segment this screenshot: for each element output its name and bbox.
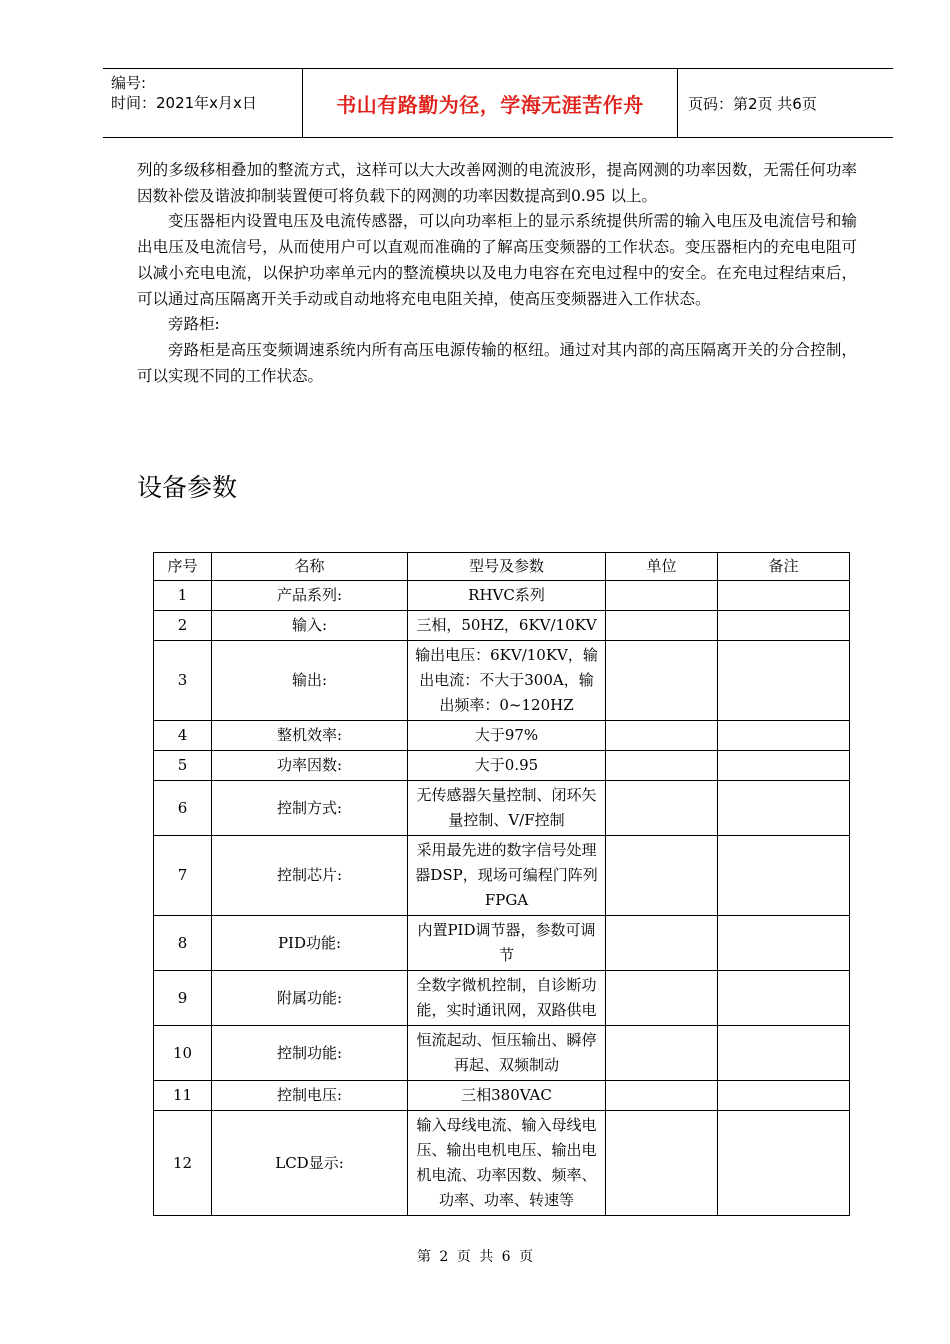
cell-note	[718, 581, 850, 611]
header-page-number: 页码：第2页 共6页	[688, 94, 817, 113]
cell-no: 7	[154, 836, 212, 916]
cell-spec: 采用最先进的数字信号处理器DSP，现场可编程门阵列FPGA	[408, 836, 606, 916]
column-header-spec: 型号及参数	[408, 553, 606, 581]
cell-name: 产品系列:	[212, 581, 408, 611]
cell-note	[718, 641, 850, 721]
cell-unit	[606, 641, 718, 721]
column-header-no: 序号	[154, 553, 212, 581]
cell-unit	[606, 836, 718, 916]
cell-unit	[606, 971, 718, 1026]
cell-note	[718, 1026, 850, 1081]
cell-name: 输出:	[212, 641, 408, 721]
table-row	[154, 641, 850, 721]
cell-spec: RHVC系列	[408, 581, 606, 611]
cell-name: 控制方式:	[212, 781, 408, 836]
cell-spec: 输入母线电流、输入母线电压、输出电机电压、输出电机电流、功率因数、频率、功率、功率、转速等	[408, 1111, 606, 1216]
cell-no: 5	[154, 751, 212, 781]
cell-name: 控制功能:	[212, 1026, 408, 1081]
cell-name: 控制电压:	[212, 1081, 408, 1111]
cell-note	[718, 971, 850, 1026]
cell-unit	[606, 721, 718, 751]
table-row	[154, 751, 850, 781]
cell-name: LCD显示:	[212, 1111, 408, 1216]
table-row	[154, 721, 850, 751]
cell-spec: 大于97%	[408, 721, 606, 751]
cell-name: 整机效率:	[212, 721, 408, 751]
cell-no: 1	[154, 581, 212, 611]
cell-no: 10	[154, 1026, 212, 1081]
paragraph: 变压器柜内设置电压及电流传感器，可以向功率柜上的显示系统提供所需的输入电压及电流信号和输出电压及电流信号，从而使用户可以直观而准确的了解高压变频器的工作状态。变压器柜内的充电电阻可以减小充电电流，以保护功率单元内的整流模块以及电力电容在充电过程中的安全。在充电过程结束后，可以通过高压隔离开关手动或自动地将充电电阻关掉，使高压变频器进入工作状态。	[137, 212, 857, 308]
cell-note	[718, 611, 850, 641]
cell-note	[718, 781, 850, 836]
cell-no: 12	[154, 1111, 212, 1216]
cell-no: 3	[154, 641, 212, 721]
paragraph: 旁路柜:	[168, 315, 220, 334]
cell-note	[718, 916, 850, 971]
table-header-row	[154, 553, 850, 581]
cell-unit	[606, 1081, 718, 1111]
cell-unit	[606, 916, 718, 971]
cell-unit	[606, 1111, 718, 1216]
table-row	[154, 581, 850, 611]
table-row	[154, 971, 850, 1026]
cell-note	[718, 836, 850, 916]
cell-spec: 三相380VAC	[408, 1081, 606, 1111]
cell-no: 6	[154, 781, 212, 836]
table-row	[154, 916, 850, 971]
page-header	[103, 68, 893, 138]
cell-no: 11	[154, 1081, 212, 1111]
cell-spec: 输出电压：6KV/10KV，输出电流：不大于300A，输出频率：0~120HZ	[408, 641, 606, 721]
section-title: 设备参数	[137, 473, 238, 502]
cell-name: 控制芯片:	[212, 836, 408, 916]
cell-note	[718, 1081, 850, 1111]
cell-note	[718, 1111, 850, 1216]
cell-no: 4	[154, 721, 212, 751]
equipment-parameters-table	[153, 552, 850, 1216]
cell-name: 附属功能:	[212, 971, 408, 1026]
column-header-note: 备注	[718, 553, 850, 581]
cell-unit	[606, 611, 718, 641]
cell-name: 功率因数:	[212, 751, 408, 781]
table-row	[154, 1026, 850, 1081]
cell-name: PID功能:	[212, 916, 408, 971]
column-header-name: 名称	[212, 553, 408, 581]
header-motto: 书山有路勤为径，学海无涯苦作舟	[336, 92, 644, 117]
cell-no: 9	[154, 971, 212, 1026]
table-row	[154, 611, 850, 641]
cell-unit	[606, 1026, 718, 1081]
paragraph: 列的多级移相叠加的整流方式，这样可以大大改善网测的电流波形，提高网测的功率因数，无需任何功率因数补偿及谐波抑制装置便可将负载下的网测的功率因数提高到0.95 以上。	[137, 161, 857, 205]
cell-name: 输入:	[212, 611, 408, 641]
header-meta	[103, 69, 303, 137]
cell-spec: 大于0.95	[408, 751, 606, 781]
cell-note	[718, 721, 850, 751]
cell-unit	[606, 751, 718, 781]
cell-unit	[606, 581, 718, 611]
cell-note	[718, 751, 850, 781]
cell-no: 8	[154, 916, 212, 971]
cell-no: 2	[154, 611, 212, 641]
header-motto-cell	[303, 69, 678, 137]
cell-unit	[606, 781, 718, 836]
cell-spec: 内置PID调节器，参数可调节	[408, 916, 606, 971]
table-row	[154, 1111, 850, 1216]
cell-spec: 恒流起动、恒压输出、瞬停再起、双频制动	[408, 1026, 606, 1081]
document-time-label: 时间：2021年x月x日	[111, 94, 257, 112]
page-footer: 第 2 页 共 6 页	[416, 1249, 534, 1265]
paragraph: 旁路柜是高压变频调速系统内所有高压电源传输的枢纽。通过对其内部的高压隔离开关的分合控制，可以实现不同的工作状态。	[137, 340, 857, 385]
column-header-unit: 单位	[606, 553, 718, 581]
body-text	[137, 158, 857, 389]
document-number-label: 编号:	[111, 74, 147, 92]
cell-spec: 三相，50HZ，6KV/10KV	[408, 611, 606, 641]
table-row	[154, 781, 850, 836]
cell-spec: 无传感器矢量控制、闭环矢量控制、V/F控制	[408, 781, 606, 836]
cell-spec: 全数字微机控制，自诊断功能，实时通讯网，双路供电	[408, 971, 606, 1026]
table-row	[154, 836, 850, 916]
table-row	[154, 1081, 850, 1111]
